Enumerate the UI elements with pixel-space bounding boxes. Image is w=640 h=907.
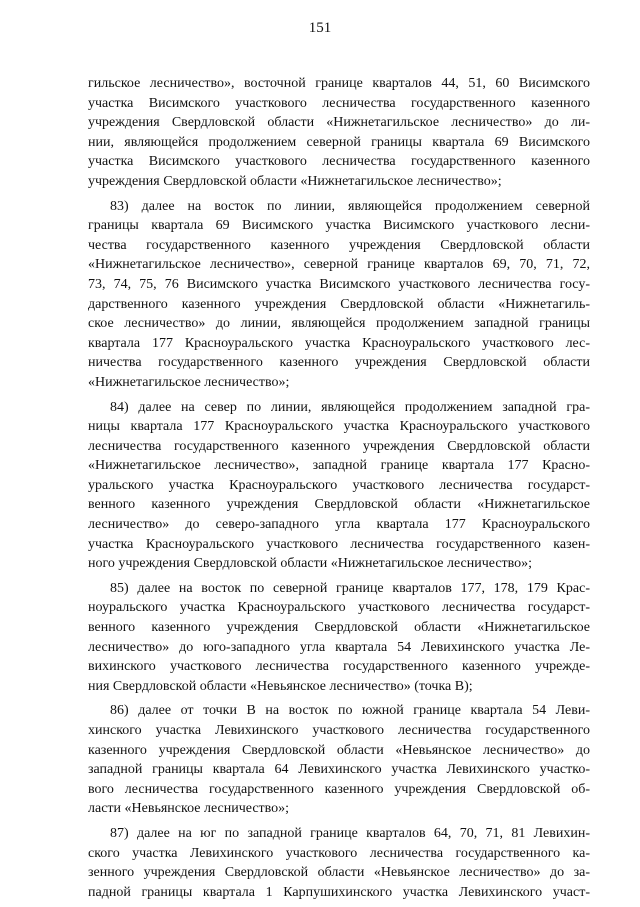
text-line: 73, 74, 75, 76 Висимского участка Висимского участкового лесничества госу- [88,276,590,292]
text-line: ского участка Левихинского участкового лесничества государственного ка- [88,845,590,861]
text-line: хинского участка Левихинского участкового лесничества государственного [88,723,590,738]
text-line: ницы квартала 177 Красноуральского участка Красноуральского участкового [88,419,590,435]
text-line: зенного учреждения Свердловской области «Невьянское лесничество» до за- [88,865,590,881]
text-line: 86) далее от точки В на восток по южной границе квартала 54 Леви- [110,703,590,719]
text-line: учреждения Свердловской области «Нижнетагильское лесничество»; [88,173,502,189]
paragraph-83 [88,197,590,393]
text-line: 85) далее на восток по северной границе кварталов 177, 178, 179 Крас- [110,580,590,596]
text-line: ния Свердловской области «Невьянское лесничество» (точка В); [88,678,473,694]
paragraph-85 [88,579,590,697]
text-line: гильское лесничество», восточной границе кварталов 44, 51, 60 Висимского [88,76,590,91]
text-line: лесничество» до юго-западного угла квартала 54 Левихинского участка Ле- [88,639,590,655]
text-line: участка Висимского участкового лесничества государственного казенного [88,154,590,170]
text-line: западной границы квартала 64 Левихинского участка Левихинского участко- [88,762,590,778]
text-line: ного учреждения Свердловской области «Нижнетагильское лесничество»; [88,556,533,572]
document-body [88,74,590,907]
text-line: казенного учреждения Свердловской области «Невьянское лесничество» до [88,742,590,758]
text-line: лесничество» до северо-западного угла квартала 177 Красноуральского [88,517,590,533]
text-line: участка Красноуральского участкового лесничества государственного казен- [88,536,590,552]
text-line: венного казенного учреждения Свердловской области «Нижнетагильское [88,620,590,636]
text-line: границы квартала 69 Висимского участка Висимского участкового лесни- [88,218,590,234]
paragraph-86 [88,701,590,819]
text-line: чества государственного казенного учреждения Свердловской области [88,237,590,253]
text-line: «Нижнетагильское лесничество», западной границе квартала 177 Красно- [88,458,590,474]
page-number: 151 [308,20,332,36]
text-line: 83) далее на восток по линии, являющейся продолжением северной [110,198,590,214]
text-line: уральского участка Красноуральского участкового лесничества государст- [88,477,590,493]
text-line: ское лесничество» до линии, являющейся продолжением западной границы [88,316,590,332]
text-line: 84) далее на север по линии, являющейся продолжением западной гра- [110,399,590,415]
text-line: 87) далее на юг по западной границе кварталов 64, 70, 71, 81 Левихин- [110,825,590,841]
text-line: ласти «Невьянское лесничество»; [88,801,290,817]
paragraph-84 [88,398,590,574]
text-line: нии, являющейся продолжением северной границы квартала 69 Висимского [88,134,590,150]
text-line: учреждения Свердловской области «Нижнетагильское лесничество» до ли- [88,115,590,131]
text-line: вихинского участкового лесничества государственного казенного учрежде- [88,659,590,675]
text-line: лесничества государственного казенного учреждения Свердловской области [88,438,590,454]
text-line: «Нижнетагильское лесничество», северной границе кварталов 69, 70, 71, 72, [88,257,590,273]
text-line: квартала 177 Красноуральского участка Красноуральского участкового лес- [88,335,590,351]
text-line: дарственного казенного учреждения Свердловской области «Нижнетагиль- [88,296,590,312]
text-line: ноуральского участка Красноуральского участкового лесничества государст- [88,600,590,616]
paragraph-continuation [88,74,590,192]
text-line: участка Висимского участкового лесничества государственного казенного [88,95,590,111]
text-line: ничества государственного казенного учреждения Свердловской области [88,355,590,371]
text-line: падной границы квартала 1 Карпушихинского участка Левихинского участ- [88,884,590,900]
paragraph-87 [88,824,590,902]
text-line: венного казенного учреждения Свердловской области «Нижнетагильское [88,497,590,513]
text-line: вого лесничества государственного казенного учреждения Свердловской об- [88,781,590,797]
text-line: «Нижнетагильское лесничество»; [88,374,290,390]
